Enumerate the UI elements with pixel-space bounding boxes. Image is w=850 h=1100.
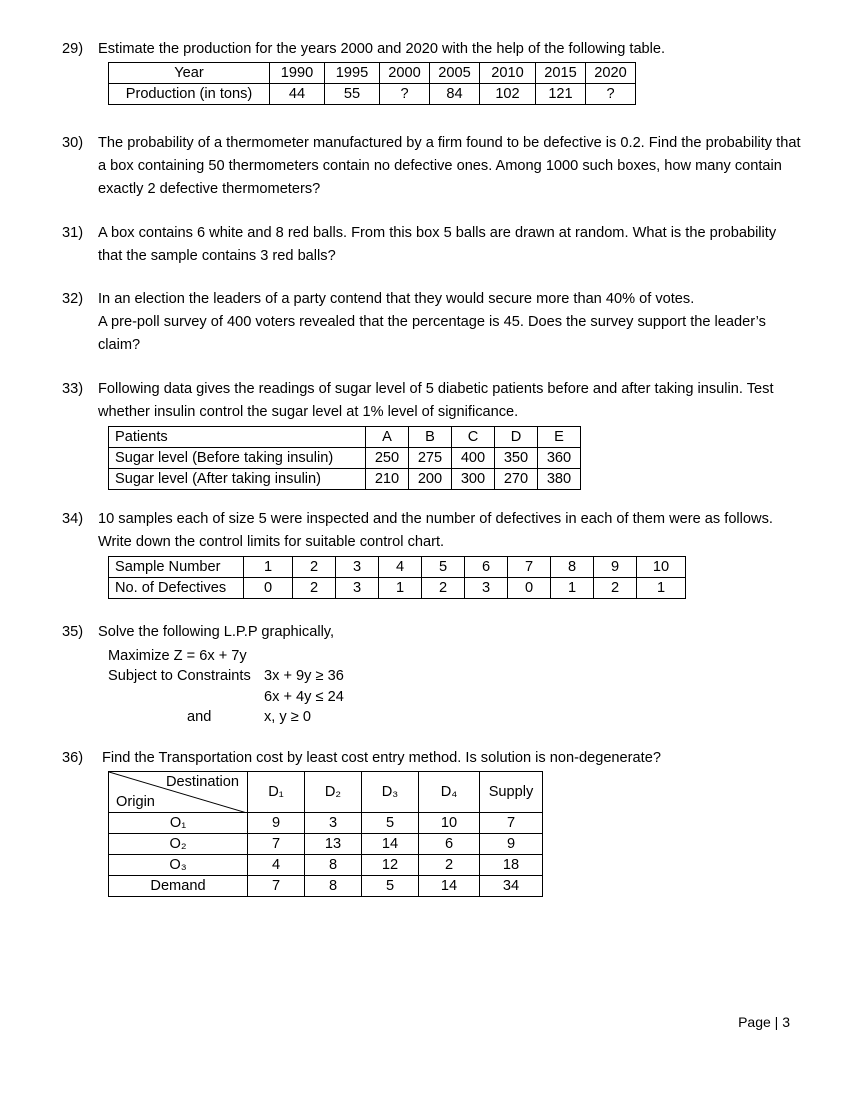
table-cell: 1 xyxy=(244,557,293,578)
question-number: 30) xyxy=(62,135,84,151)
table-cell: No. of Defectives xyxy=(109,578,244,599)
table-row xyxy=(109,855,543,876)
table-cell: 1990 xyxy=(270,63,325,84)
table-cell: A xyxy=(366,427,409,448)
table-cell: 6 xyxy=(465,557,508,578)
question-number: 32) xyxy=(62,291,84,307)
objective-function: Maximize Z = 6x + 7y xyxy=(108,648,247,664)
table-row xyxy=(109,876,543,897)
table-row xyxy=(109,427,581,448)
table-cell: 7 xyxy=(248,876,305,897)
table-cell: 210 xyxy=(366,469,409,490)
table-cell: 9 xyxy=(594,557,637,578)
question-text: 10 samples each of size 5 were inspected and the number of defectives in each of them were as follows. Write down the control limits for suitable control chart. xyxy=(98,511,773,550)
table-cell: 6 xyxy=(419,834,480,855)
table-cell: 44 xyxy=(270,84,325,105)
table-cell: 0 xyxy=(244,578,293,599)
and-label: and xyxy=(187,709,212,725)
table-cell: 3 xyxy=(305,813,362,834)
table-cell: 34 xyxy=(480,876,543,897)
table-cell: Sugar level (After taking insulin) xyxy=(109,469,366,490)
constraint-2: 6x + 4y ≤ 24 xyxy=(264,689,344,705)
table-cell: 380 xyxy=(538,469,581,490)
table-cell: 270 xyxy=(495,469,538,490)
question-36 xyxy=(62,747,802,770)
table-cell: 3 xyxy=(336,578,379,599)
table-cell: Patients xyxy=(109,427,366,448)
table-cell: 2005 xyxy=(430,63,480,84)
table-cell: 275 xyxy=(409,448,452,469)
question-34 xyxy=(62,508,802,554)
origin-label: Origin xyxy=(116,794,155,810)
table-cell: 1 xyxy=(379,578,422,599)
table-row xyxy=(109,834,543,855)
table-cell: 14 xyxy=(362,834,419,855)
table-cell: 350 xyxy=(495,448,538,469)
transportation-table xyxy=(108,771,543,897)
table-cell: 200 xyxy=(409,469,452,490)
table-cell: 2 xyxy=(594,578,637,599)
question-number: 29) xyxy=(62,41,84,57)
question-number: 34) xyxy=(62,511,84,527)
destination-label: Destination xyxy=(165,774,239,790)
table-cell: 250 xyxy=(366,448,409,469)
table-cell: 121 xyxy=(536,84,586,105)
table-cell: 13 xyxy=(305,834,362,855)
table-cell: 7 xyxy=(480,813,543,834)
table-cell: 1 xyxy=(551,578,594,599)
table-row xyxy=(109,63,636,84)
table-cell: 2000 xyxy=(380,63,430,84)
question-number: 33) xyxy=(62,381,84,397)
table-cell: C xyxy=(452,427,495,448)
table-cell: E xyxy=(538,427,581,448)
table-cell: Sample Number xyxy=(109,557,244,578)
table-cell: 300 xyxy=(452,469,495,490)
table-cell: Sugar level (Before taking insulin) xyxy=(109,448,366,469)
table-cell: 8 xyxy=(305,876,362,897)
header-cell: D₁ xyxy=(248,772,305,813)
question-number: 36) xyxy=(62,750,84,766)
table-cell: 8 xyxy=(551,557,594,578)
defectives-table xyxy=(108,556,686,599)
table-cell: 3 xyxy=(336,557,379,578)
table-cell: 2 xyxy=(422,578,465,599)
table-cell: O₁ xyxy=(109,813,248,834)
table-cell: 2 xyxy=(293,557,336,578)
table-row xyxy=(109,772,543,813)
question-30 xyxy=(62,132,802,201)
constraints-label: Subject to Constraints xyxy=(108,668,251,684)
header-cell: D₃ xyxy=(362,772,419,813)
table-cell: 1995 xyxy=(325,63,380,84)
sugar-level-table xyxy=(108,426,581,490)
question-text: The probability of a thermometer manufactured by a firm found to be defective is 0.2. Find the probability that a box containing 50 thermometers contain no defective ones. Among 1000 such boxes, how many contain exactly 2 defective thermometers? xyxy=(98,135,801,197)
table-row xyxy=(109,84,636,105)
question-31 xyxy=(62,222,802,268)
table-cell: D xyxy=(495,427,538,448)
table-cell: ? xyxy=(380,84,430,105)
table-row xyxy=(109,469,581,490)
table-row xyxy=(109,557,686,578)
constraint-3: x, y ≥ 0 xyxy=(264,709,311,725)
table-cell: 4 xyxy=(379,557,422,578)
page-number: Page | 3 xyxy=(738,1014,790,1030)
table-cell: 12 xyxy=(362,855,419,876)
table-cell: Production (in tons) xyxy=(109,84,270,105)
constraint-1: 3x + 9y ≥ 36 xyxy=(264,668,344,684)
table-cell: 7 xyxy=(248,834,305,855)
table-cell: 14 xyxy=(419,876,480,897)
table-cell: 2 xyxy=(293,578,336,599)
table-cell: 9 xyxy=(248,813,305,834)
table-cell: 55 xyxy=(325,84,380,105)
table-cell: 1 xyxy=(637,578,686,599)
table-cell: 2015 xyxy=(536,63,586,84)
production-table xyxy=(108,62,636,105)
table-row xyxy=(109,448,581,469)
question-35 xyxy=(62,621,802,644)
table-cell: 4 xyxy=(248,855,305,876)
table-cell: ? xyxy=(586,84,636,105)
table-cell: 9 xyxy=(480,834,543,855)
table-cell: Year xyxy=(109,63,270,84)
table-cell: 102 xyxy=(480,84,536,105)
corner-header-cell xyxy=(109,772,248,813)
table-cell: 3 xyxy=(465,578,508,599)
table-cell: 5 xyxy=(362,813,419,834)
table-cell: Demand xyxy=(109,876,248,897)
table-cell: 10 xyxy=(419,813,480,834)
table-cell: 18 xyxy=(480,855,543,876)
table-cell: 0 xyxy=(508,578,551,599)
question-text-line-2: A pre-poll survey of 400 voters revealed that the percentage is 45. Does the survey support the leader’s claim? xyxy=(98,314,766,353)
question-33 xyxy=(62,378,802,424)
question-text: Find the Transportation cost by least cost entry method. Is solution is non-degenerate? xyxy=(102,750,661,766)
table-cell: 360 xyxy=(538,448,581,469)
table-cell: B xyxy=(409,427,452,448)
question-32 xyxy=(62,288,802,357)
table-cell: 5 xyxy=(422,557,465,578)
table-cell: 5 xyxy=(362,876,419,897)
header-cell: D₄ xyxy=(419,772,480,813)
question-text: Estimate the production for the years 2000 and 2020 with the help of the following table. xyxy=(98,41,666,57)
table-row xyxy=(109,813,543,834)
header-cell: Supply xyxy=(480,772,543,813)
table-cell: 84 xyxy=(430,84,480,105)
header-cell: D₂ xyxy=(305,772,362,813)
question-text: A box contains 6 white and 8 red balls. From this box 5 balls are drawn at random. What is the probability that the sample contains 3 red balls? xyxy=(98,225,777,264)
question-text: Solve the following L.P.P graphically, xyxy=(98,624,335,640)
table-cell: 2 xyxy=(419,855,480,876)
table-row xyxy=(109,578,686,599)
question-text: Following data gives the readings of sugar level of 5 diabetic patients before and after taking insulin. Test whether insulin control the sugar level at 1% level of significance. xyxy=(98,381,774,420)
table-cell: 7 xyxy=(508,557,551,578)
table-cell: 10 xyxy=(637,557,686,578)
question-29 xyxy=(62,38,802,61)
table-cell: 8 xyxy=(305,855,362,876)
table-cell: O₃ xyxy=(109,855,248,876)
table-cell: O₂ xyxy=(109,834,248,855)
question-number: 31) xyxy=(62,225,84,241)
table-cell: 2010 xyxy=(480,63,536,84)
table-cell: 400 xyxy=(452,448,495,469)
table-cell: 2020 xyxy=(586,63,636,84)
question-text-line-1: In an election the leaders of a party contend that they would secure more than 40% of votes. xyxy=(98,291,695,307)
question-number: 35) xyxy=(62,624,84,640)
